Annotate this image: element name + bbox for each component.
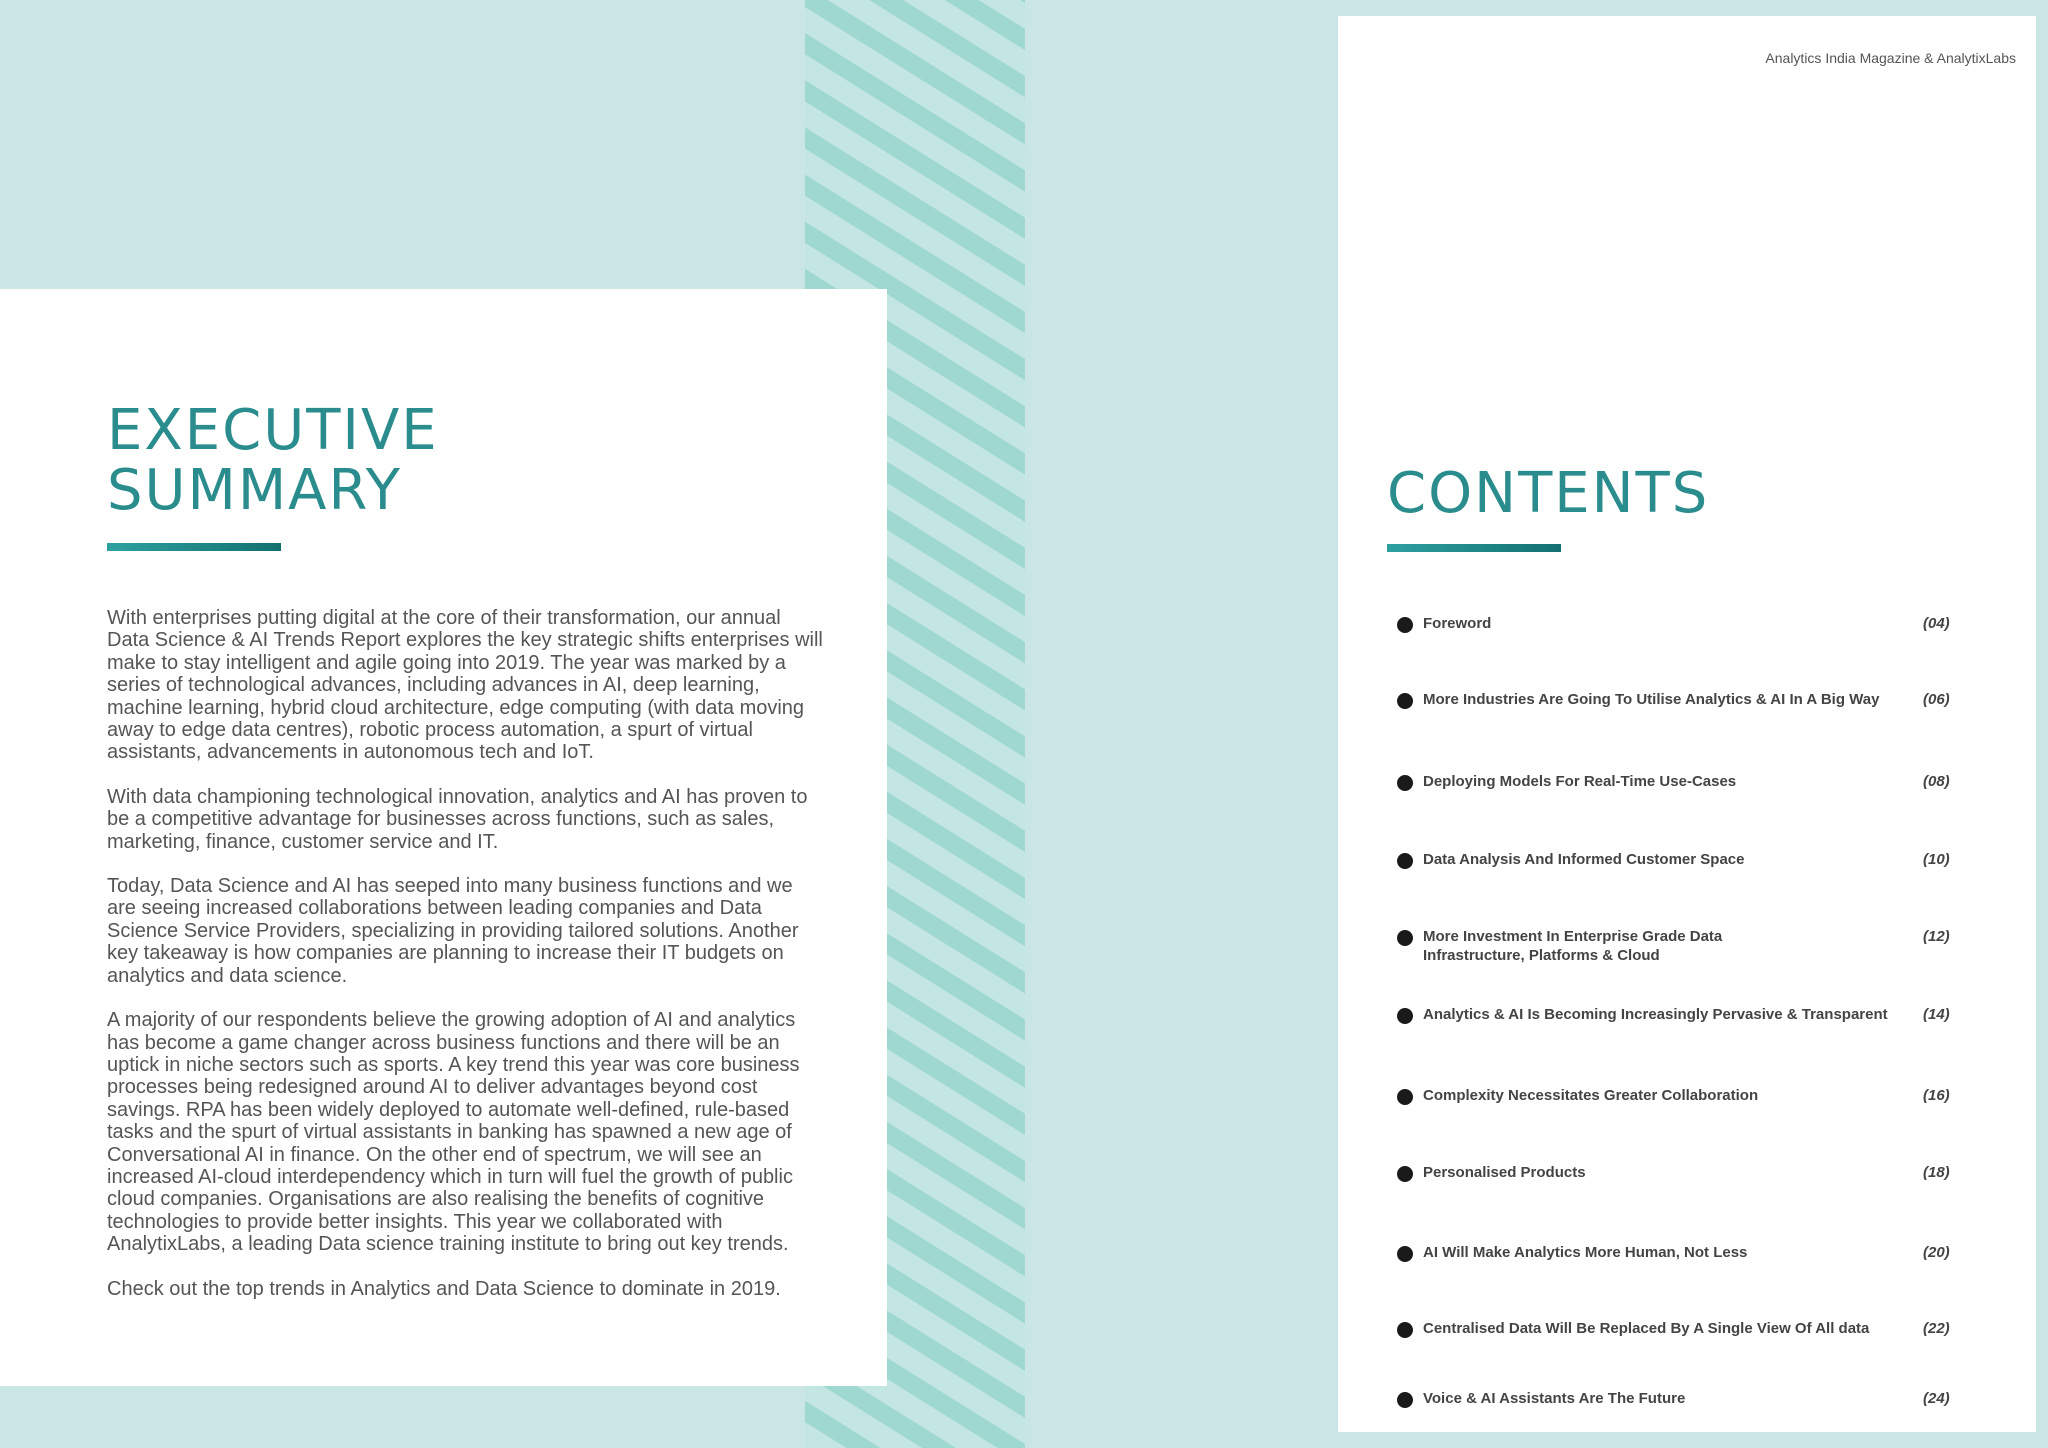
bullet-icon	[1397, 1166, 1413, 1182]
bullet-icon	[1397, 1008, 1413, 1024]
title-line-2: SUMMARY	[107, 458, 403, 523]
toc-label: Analytics & AI Is Becoming Increasingly Pervasive & Transparent	[1423, 1006, 1888, 1023]
bullet-icon	[1397, 617, 1413, 633]
toc-label: Centralised Data Will Be Replaced By A Single View Of All data	[1423, 1320, 1870, 1337]
toc-page-number: (10)	[1923, 851, 1950, 868]
summary-body	[107, 607, 827, 1322]
header-credit: Analytics India Magazine & AnalytixLabs	[1765, 50, 2016, 66]
bullet-icon	[1397, 775, 1413, 791]
toc-page-number: (22)	[1923, 1320, 1950, 1337]
title-underline	[107, 543, 281, 551]
toc-label: Data Analysis And Informed Customer Space	[1423, 851, 1745, 868]
toc-page-number: (12)	[1923, 928, 1950, 945]
toc-label: More Investment In Enterprise Grade Data Infrastructure, Platforms & Cloud	[1423, 928, 1723, 964]
toc-page-number: (18)	[1923, 1164, 1950, 1181]
toc-label: Complexity Necessitates Greater Collaboration	[1423, 1087, 1759, 1104]
toc-page-number: (20)	[1923, 1244, 1950, 1261]
bullet-icon	[1397, 853, 1413, 869]
toc-page-number: (06)	[1923, 691, 1950, 708]
executive-summary-page	[0, 289, 887, 1386]
bullet-icon	[1397, 1246, 1413, 1262]
contents-page	[1338, 16, 2036, 1432]
title-line-1: EXECUTIVE	[107, 398, 439, 463]
toc-page-number: (04)	[1923, 615, 1950, 632]
summary-paragraph: With enterprises putting digital at the core of their transformation, our annual Data Science & AI Trends Report explores the key strategic shifts enterprises will make to stay intelligent and agile going into 2019. The year was marked by a series of technological advances, including advances in AI, deep learning, machine learning, hybrid cloud architecture, edge computing (with data moving away to edge data centres), robotic process automation, a spurt of virtual assistants, advancements in autonomous tech and IoT.	[107, 607, 823, 764]
summary-paragraph: Check out the top trends in Analytics and Data Science to dominate in 2019.	[107, 1277, 781, 1300]
contents-title: CONTENTS	[1387, 461, 1710, 526]
bullet-icon	[1397, 1322, 1413, 1338]
bullet-icon	[1397, 693, 1413, 709]
executive-summary-title	[107, 398, 667, 523]
toc-label: Voice & AI Assistants Are The Future	[1423, 1390, 1686, 1407]
summary-paragraph: Today, Data Science and AI has seeped into many business functions and we are seeing increased collaborations between leading companies and Data Science Service Providers, specializing in providing tailored solutions. Another key takeaway is how companies are planning to increase their IT budgets on analytics and data science.	[107, 875, 799, 987]
toc-label: More Industries Are Going To Utilise Analytics & AI In A Big Way	[1423, 691, 1880, 708]
summary-paragraph: A majority of our respondents believe the growing adoption of AI and analytics has become a game changer across business functions and there will be an uptick in niche sectors such as sports. A key trend this year was core business processes being redesigned around AI to deliver advantages beyond cost savings. RPA has been widely deployed to automate well-defined, rule-based tasks and the spurt of virtual assistants in banking has spawned a new age of Conversational AI in finance. On the other end of spectrum, we will see an increased AI-cloud interdependency which in turn will fuel the growth of public cloud companies. Organisations are also realising the benefits of cognitive technologies to provide better insights. This year we collaborated with AnalytixLabs, a leading Data science training institute to bring out key trends.	[107, 1009, 800, 1256]
bullet-icon	[1397, 1089, 1413, 1105]
bullet-icon	[1397, 1392, 1413, 1408]
summary-paragraph: With data championing technological innovation, analytics and AI has proven to be a competitive advantage for businesses across functions, such as sales, marketing, finance, customer service and IT.	[107, 785, 808, 853]
toc-label: Deploying Models For Real-Time Use-Cases	[1423, 773, 1737, 790]
toc-label: AI Will Make Analytics More Human, Not Less	[1423, 1244, 1748, 1261]
bullet-icon	[1397, 930, 1413, 946]
toc-page-number: (14)	[1923, 1006, 1950, 1023]
toc-page-number: (08)	[1923, 773, 1950, 790]
toc-page-number: (24)	[1923, 1390, 1950, 1407]
toc-page-number: (16)	[1923, 1087, 1950, 1104]
toc-label: Personalised Products	[1423, 1164, 1586, 1181]
title-underline	[1387, 544, 1561, 552]
toc-label: Foreword	[1423, 615, 1492, 632]
